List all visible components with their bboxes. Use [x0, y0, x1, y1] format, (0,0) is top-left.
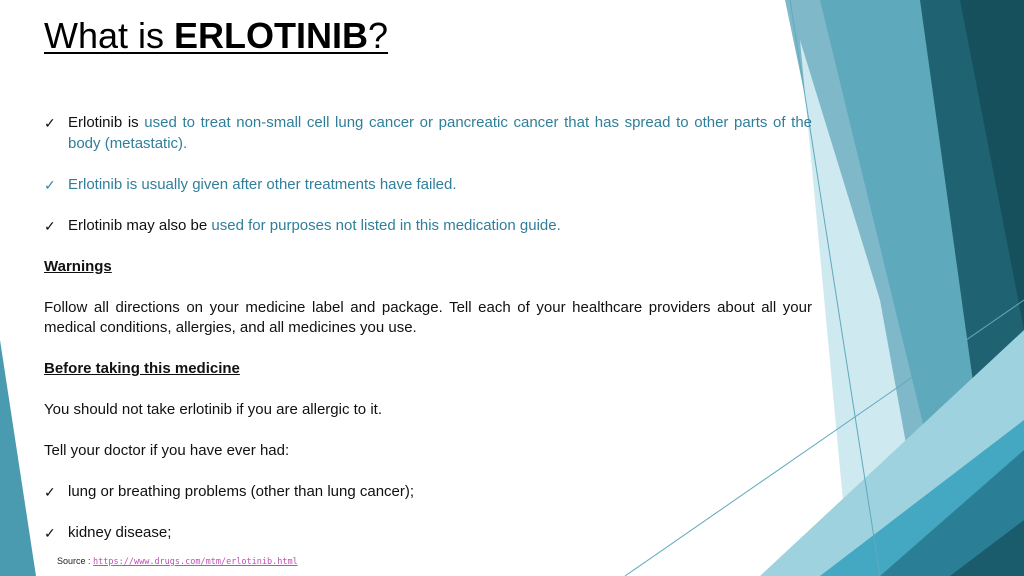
warnings-heading: Warnings	[44, 257, 112, 275]
main-content	[44, 113, 812, 544]
left-edge-shape	[0, 340, 36, 576]
checkmark-icon: ✓	[44, 484, 56, 500]
allergy-text: You should not take erlotinib if you are allergic to it.	[44, 401, 382, 418]
bullet-item: ✓ Erlotinib is usually given after other treatments have failed.	[44, 175, 812, 196]
checkmark-icon: ✓	[44, 115, 56, 131]
page-title: What is ERLOTINIB?	[44, 15, 389, 56]
bullet-item: ✓ Erlotinib may also be used for purposes not listed in this medication guide.	[44, 216, 812, 237]
checkmark-icon: ✓	[44, 176, 56, 193]
condition-item: ✓ kidney disease;	[44, 523, 812, 544]
checkmark-icon: ✓	[44, 525, 56, 541]
checkmark-icon: ✓	[44, 217, 56, 234]
before-taking-heading: Before taking this medicine	[44, 360, 240, 377]
condition-item: ✓ lung or breathing problems (other than lung cancer);	[44, 482, 812, 503]
bullet-item: ✓ Erlotinib is used to treat non-small cell lung cancer or pancreatic cancer that has spread to other parts of the body (metastatic).	[44, 114, 813, 152]
source-label: Source :	[57, 556, 94, 566]
source-link[interactable]: https://www.drugs.com/mtm/erlotinib.html	[93, 557, 298, 567]
conditions-intro: Tell your doctor if you have ever had:	[44, 442, 290, 459]
source-citation	[57, 556, 298, 567]
warnings-text: Follow all directions on your medicine label and package. Tell each of your healthcare providers about all your medical conditions, allergies, and all medicines you use.	[44, 298, 812, 336]
